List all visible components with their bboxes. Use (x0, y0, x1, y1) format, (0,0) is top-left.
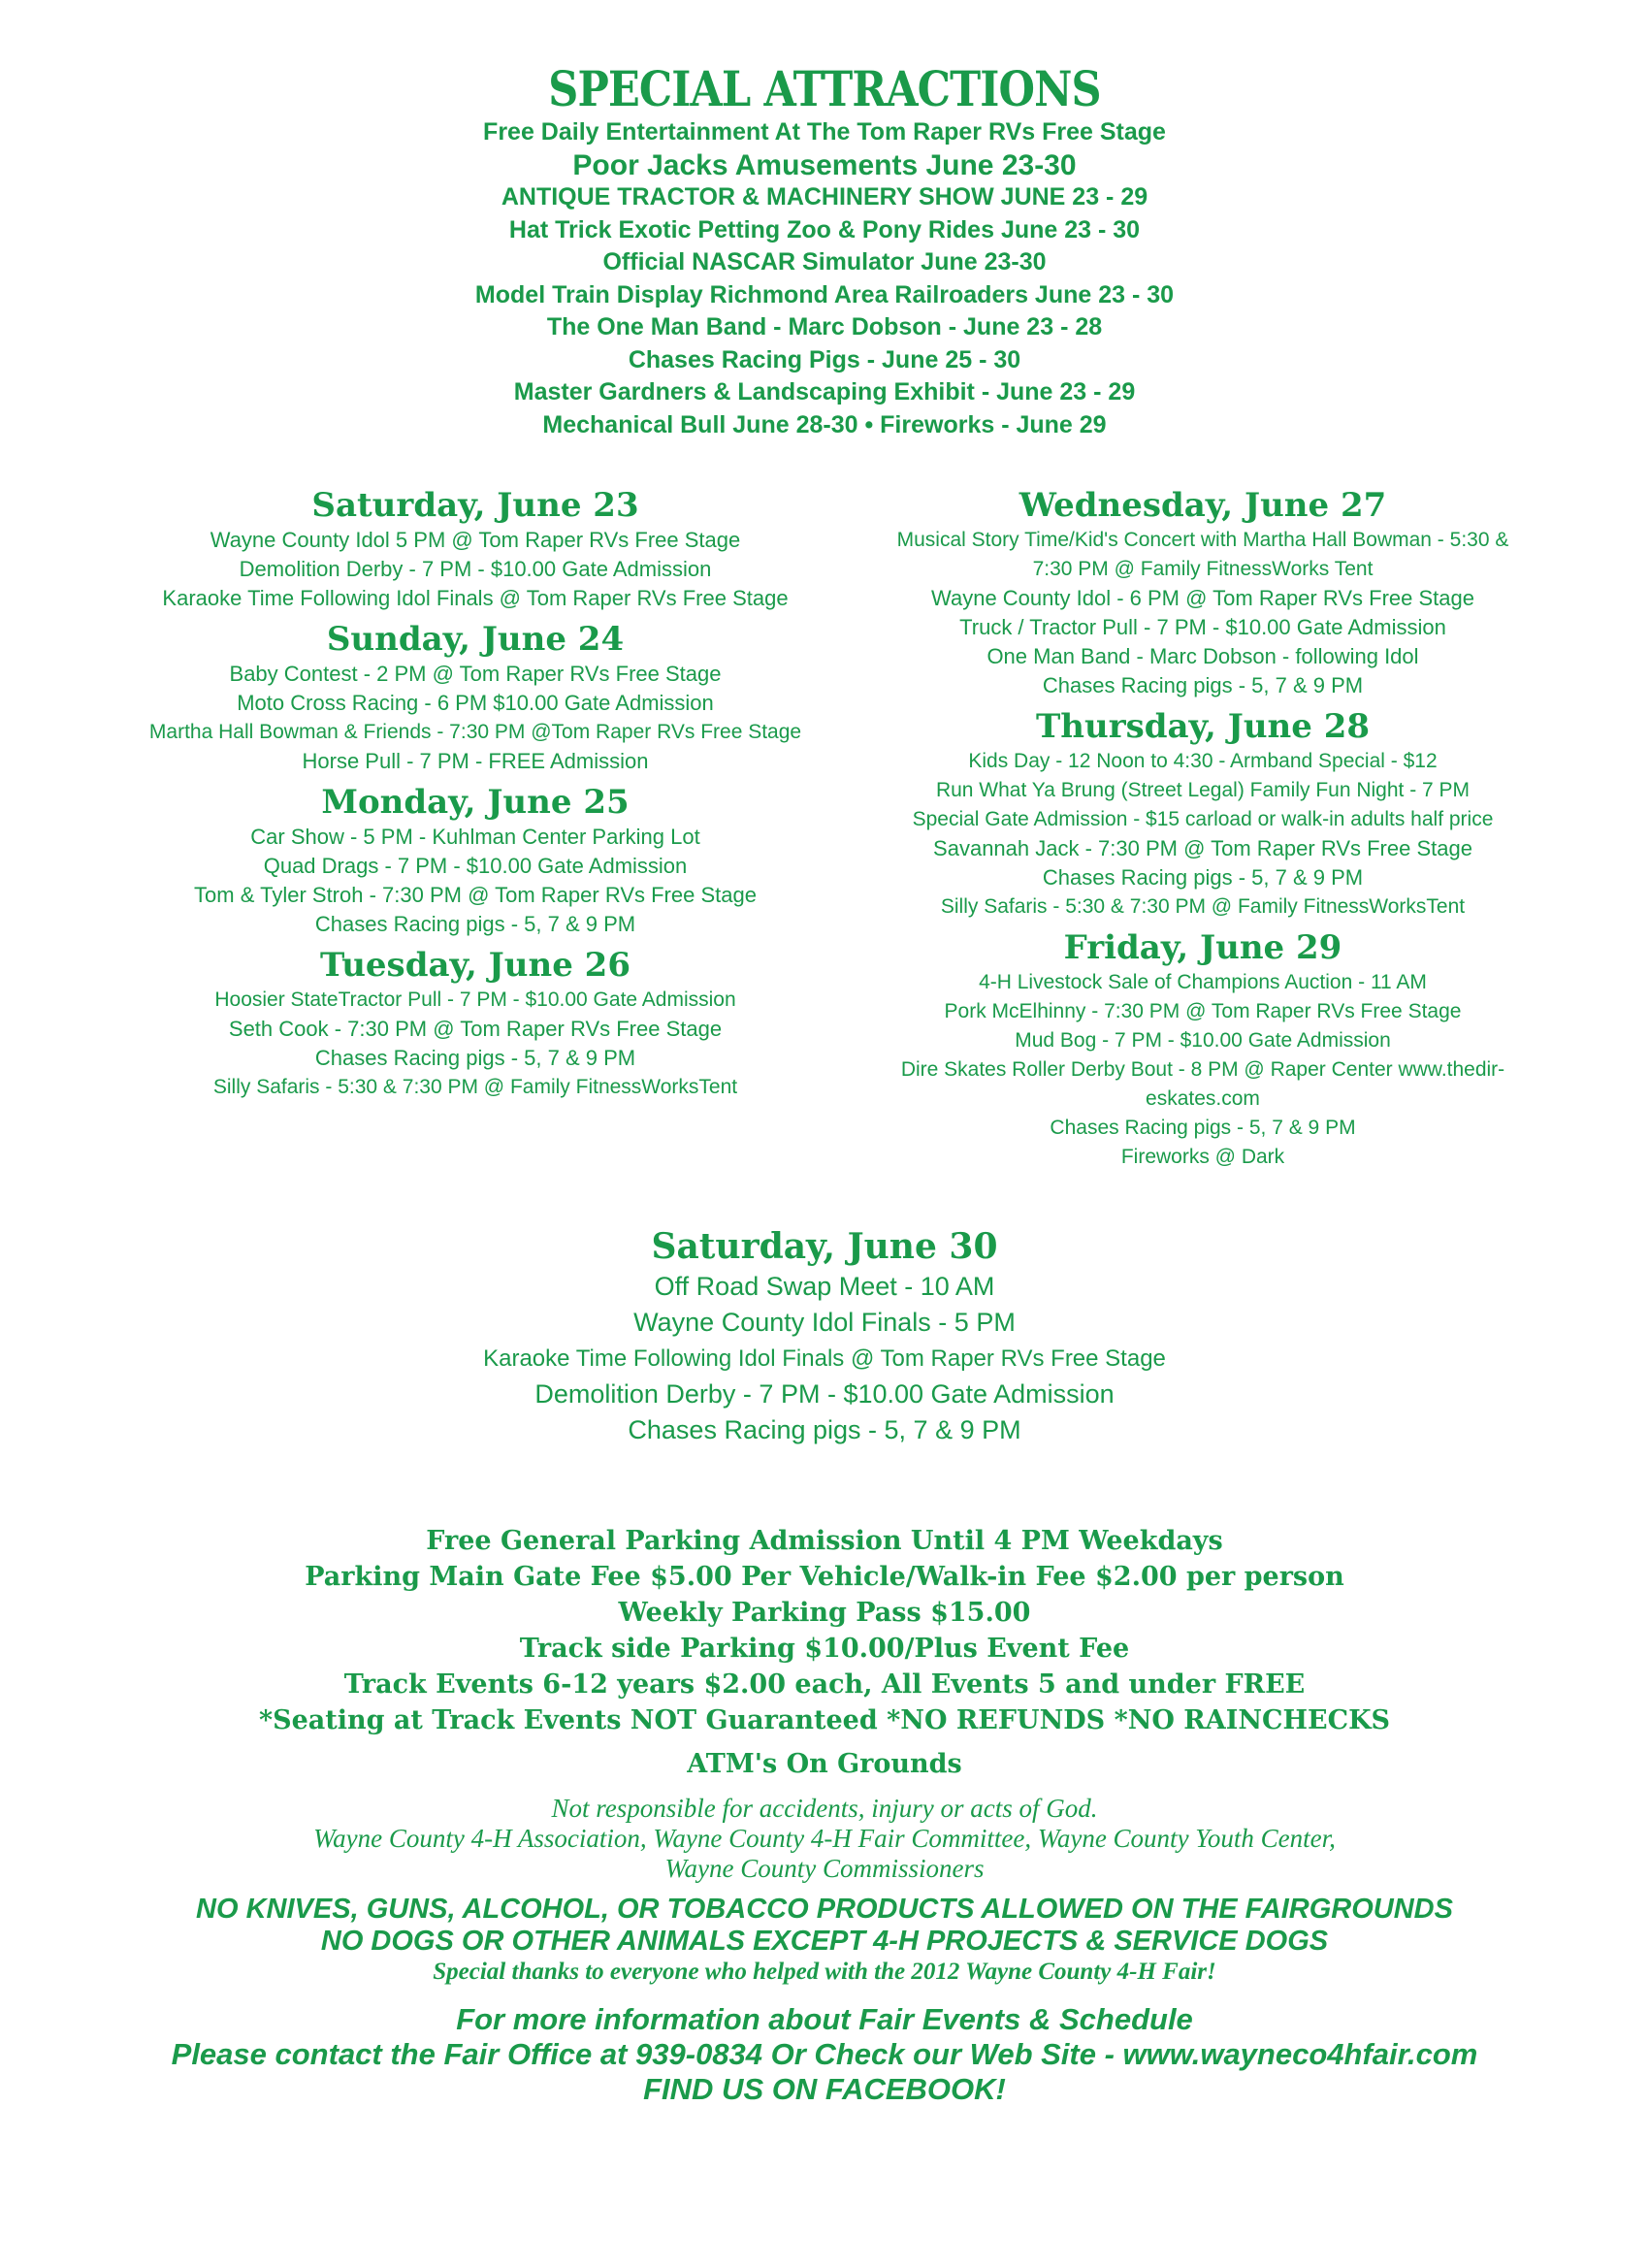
event-line: Baby Contest - 2 PM @ Tom Raper RVs Free Stage (229, 662, 722, 686)
day-heading: Tuesday, June 26 (320, 946, 630, 985)
event-line: Savannah Jack - 7:30 PM @ Tom Raper RVs Free Stage (933, 836, 1472, 860)
event-line: Wayne County Idol - 6 PM @ Tom Raper RVs Free Stage (931, 586, 1474, 610)
attraction-item: ANTIQUE TRACTOR & MACHINERY SHOW JUNE 23 - 29 (501, 183, 1148, 211)
warning-line: NO DOGS OR OTHER ANIMALS EXCEPT 4-H PROJECTS & SERVICE DOGS (320, 1926, 1329, 1957)
info-section (0, 1523, 1649, 2107)
final-day-section (0, 1224, 1649, 1448)
event-line: Seth Cook - 7:30 PM @ Tom Raper RVs Free Stage (228, 1017, 723, 1041)
day-heading: Friday, June 29 (1063, 928, 1342, 967)
event-line: Demolition Derby - 7 PM - $10.00 Gate Admission (239, 557, 712, 581)
attraction-item: Model Train Display Richmond Area Railroaders June 23 - 30 (474, 280, 1175, 308)
attraction-item: Mechanical Bull June 28-30 • Fireworks - June 29 (542, 410, 1107, 438)
attraction-item: The One Man Band - Marc Dobson - June 23 - 28 (546, 313, 1103, 340)
disclaimer-line: Wayne County 4-H Association, Wayne County 4-H Fair Committee, Wayne County Youth Center, (313, 1824, 1336, 1853)
attraction-item: Hat Trick Exotic Petting Zoo & Pony Rides June 23 - 30 (508, 215, 1141, 243)
event-line: 7:30 PM @ Family FitnessWorks Tent (1032, 558, 1374, 580)
day-heading: Saturday, June 30 (651, 1226, 998, 1267)
event-line: Moto Cross Racing - 6 PM $10.00 Gate Admission (237, 691, 714, 715)
day-heading: Wednesday, June 27 (1018, 486, 1387, 525)
parking-info-line: Parking Main Gate Fee $5.00 Per Vehicle/Walk-in Fee $2.00 per person (305, 1562, 1344, 1592)
contact-line: Please contact the Fair Office at 939-0834 Or Check our Web Site - www.wayneco4hfair.com (171, 2037, 1478, 2071)
event-line: Chases Racing pigs - 5, 7 & 9 PM (1042, 865, 1364, 890)
event-line: Fireworks @ Dark (1120, 1146, 1285, 1168)
parking-info-line: Weekly Parking Pass $15.00 (618, 1598, 1031, 1628)
event-line: Demolition Derby - 7 PM - $10.00 Gate Admission (534, 1379, 1115, 1409)
atm-notice: ATM's On Grounds (687, 1749, 962, 1779)
day-heading: Monday, June 25 (321, 783, 630, 822)
event-line: Special Gate Admission - $15 carload or walk-in adults half price (912, 808, 1494, 830)
thanks-line: Special thanks to everyone who helped with the 2012 Wayne County 4-H Fair! (433, 1959, 1216, 1985)
event-line: Silly Safaris - 5:30 & 7:30 PM @ Family FitnessWorksTent (940, 895, 1466, 918)
attraction-item: Chases Racing Pigs - June 25 - 30 (628, 345, 1021, 373)
event-line: Dire Skates Roller Derby Bout - 8 PM @ Raper Center www.thedir- (900, 1058, 1505, 1081)
day-heading: Sunday, June 24 (326, 620, 625, 659)
event-line: 4-H Livestock Sale of Champions Auction - 11 AM (979, 971, 1427, 993)
event-line: Wayne County Idol 5 PM @ Tom Raper RVs Free Stage (210, 528, 741, 552)
event-line: Chases Racing pigs - 5, 7 & 9 PM (628, 1415, 1021, 1444)
day-heading: Saturday, June 23 (311, 486, 639, 525)
special-attractions-list (0, 116, 1649, 441)
event-line: Karaoke Time Following Idol Finals @ Tom Raper RVs Free Stage (483, 1345, 1166, 1372)
event-line: Martha Hall Bowman & Friends - 7:30 PM @Tom Raper RVs Free Stage (148, 721, 802, 743)
event-line: One Man Band - Marc Dobson - following Idol (986, 644, 1419, 668)
event-line: Horse Pull - 7 PM - FREE Admission (302, 749, 649, 773)
parking-info-line: *Seating at Track Events NOT Guaranteed *NO REFUNDS *NO RAINCHECKS (258, 1705, 1391, 1735)
parking-info-line: Free General Parking Admission Until 4 PM Weekdays (426, 1526, 1223, 1556)
event-line: Karaoke Time Following Idol Finals @ Tom Raper RVs Free Stage (162, 586, 789, 610)
parking-info-line: Track side Parking $10.00/Plus Event Fee (519, 1634, 1130, 1664)
event-line: Silly Safaris - 5:30 & 7:30 PM @ Family FitnessWorksTent (212, 1076, 738, 1098)
event-line: Chases Racing pigs - 5, 7 & 9 PM (1050, 1117, 1356, 1139)
event-line: Off Road Swap Meet - 10 AM (654, 1272, 995, 1301)
event-line: Chases Racing pigs - 5, 7 & 9 PM (1042, 673, 1364, 697)
event-line: Hoosier StateTractor Pull - 7 PM - $10.00 Gate Admission (214, 988, 736, 1011)
contact-line: For more information about Fair Events & Schedule (456, 2002, 1193, 2036)
warning-line: NO KNIVES, GUNS, ALCOHOL, OR TOBACCO PRODUCTS ALLOWED ON THE FAIRGROUNDS (196, 1894, 1453, 1925)
event-line: Mud Bog - 7 PM - $10.00 Gate Admission (1015, 1029, 1391, 1052)
special-attractions-title: SPECIAL ATTRACTIONS (548, 60, 1101, 117)
contact-line: FIND US ON FACEBOOK! (643, 2072, 1006, 2106)
attraction-item: Free Daily Entertainment At The Tom Raper RVs Free Stage (483, 118, 1166, 146)
day-heading: Thursday, June 28 (1035, 707, 1371, 746)
schedule-right-column (824, 485, 1581, 1172)
event-line: Wayne County Idol Finals - 5 PM (633, 1308, 1016, 1337)
schedule-left-column (97, 485, 854, 1102)
event-line: Pork McElhinny - 7:30 PM @ Tom Raper RVs Free Stage (944, 1000, 1462, 1022)
event-line: Run What Ya Brung (Street Legal) Family Fun Night - 7 PM (935, 779, 1471, 801)
disclaimer-line: Wayne County Commissioners (664, 1854, 985, 1883)
event-line: Truck / Tractor Pull - 7 PM - $10.00 Gate Admission (959, 615, 1446, 639)
disclaimer-line: Not responsible for accidents, injury or acts of God. (551, 1794, 1098, 1823)
event-line: Quad Drags - 7 PM - $10.00 Gate Admission (263, 854, 688, 878)
parking-info-line: Track Events 6-12 years $2.00 each, All Events 5 and under FREE (343, 1669, 1306, 1700)
event-line: Chases Racing pigs - 5, 7 & 9 PM (314, 1046, 636, 1070)
event-line: Car Show - 5 PM - Kuhlman Center Parking Lot (250, 825, 700, 849)
event-line: eskates.com (1146, 1087, 1260, 1110)
event-line: Kids Day - 12 Noon to 4:30 - Armband Special - $12 (968, 750, 1438, 772)
attraction-item: Poor Jacks Amusements June 23-30 (572, 148, 1077, 181)
event-line: Tom & Tyler Stroh - 7:30 PM @ Tom Raper RVs Free Stage (194, 883, 757, 907)
attraction-item: Master Gardners & Landscaping Exhibit - June 23 - 29 (513, 378, 1136, 405)
event-line: Musical Story Time/Kid's Concert with Martha Hall Bowman - 5:30 & (896, 529, 1509, 551)
event-line: Chases Racing pigs - 5, 7 & 9 PM (314, 912, 636, 936)
attraction-item: Official NASCAR Simulator June 23-30 (602, 248, 1047, 275)
